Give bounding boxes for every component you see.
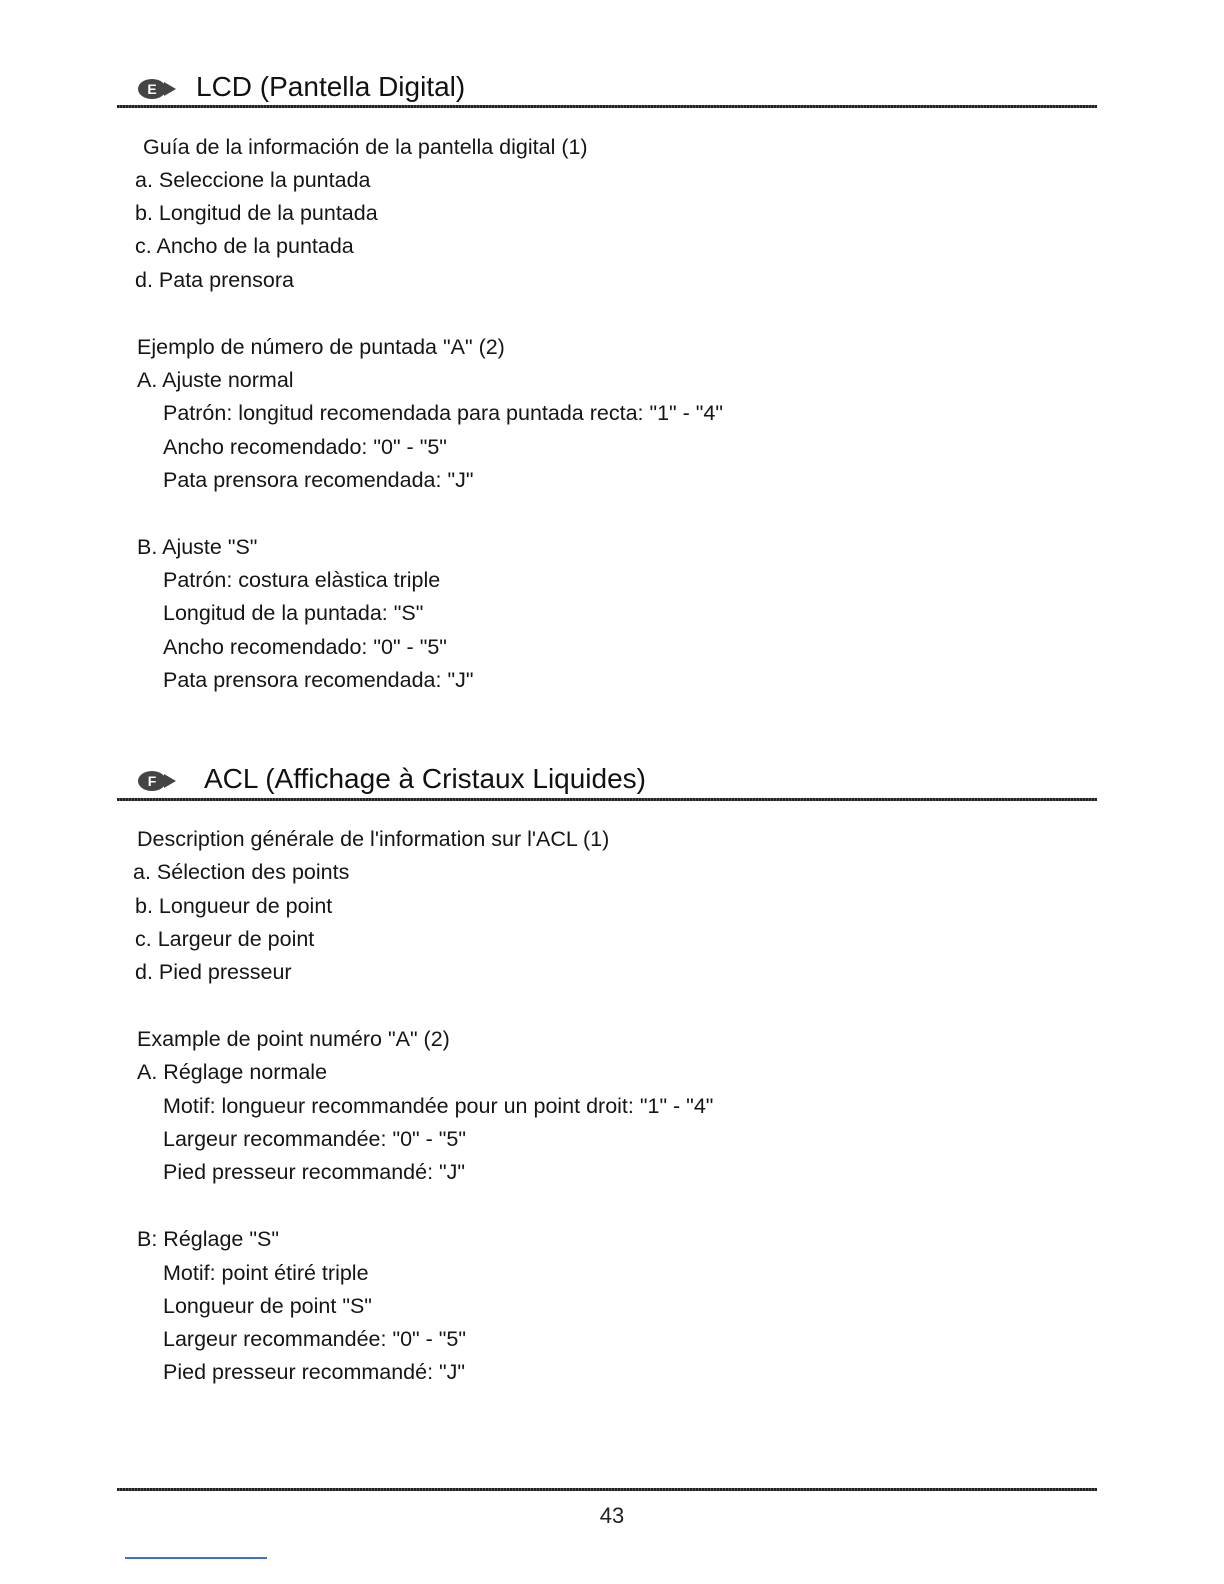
spanish-section-title: LCD (Pantella Digital): [196, 71, 466, 102]
spanish-setting-b-line: Pata prensora recomendada: "J": [163, 668, 474, 692]
footer-rule: [117, 1488, 1097, 1491]
svg-text:E: E: [147, 81, 157, 97]
french-item-d: d. Pied presseur: [135, 960, 292, 984]
spanish-setting-a-line: Patrón: longitud recomendada para puntada recta: "1" - "4": [163, 401, 724, 425]
french-setting-b-line: Pied presseur recommandé: "J": [163, 1360, 466, 1384]
french-setting-a-label: A. Réglage normale: [137, 1060, 328, 1084]
spanish-section-header: [117, 70, 1097, 110]
spanish-setting-b-line: Ancho recomendado: "0" - "5": [163, 635, 447, 659]
spanish-example-heading: Ejemplo de número de puntada "A" (2): [137, 335, 505, 359]
page-number: 43: [599, 1503, 625, 1528]
spanish-item-c: c. Ancho de la puntada: [135, 234, 354, 258]
french-setting-b-line: Largeur recommandée: "0" - "5": [163, 1327, 467, 1351]
french-item-a: a. Sélection des points: [133, 860, 350, 884]
spanish-setting-b-line: Longitud de la puntada: "S": [163, 601, 424, 625]
decorative-blue-line: [125, 1557, 267, 1559]
language-badge-f-icon: [137, 770, 177, 792]
spanish-setting-b-line: Patrón: costura elàstica triple: [163, 568, 441, 592]
french-setting-b-line: Longueur de point "S": [163, 1294, 372, 1318]
spanish-item-b: b. Longitud de la puntada: [135, 201, 378, 225]
language-badge-e-icon: [137, 78, 177, 100]
spanish-intro: Guía de la información de la pantella digital (1): [143, 135, 588, 159]
french-example-heading: Example de point numéro "A" (2): [137, 1027, 450, 1051]
spanish-setting-b-label: B. Ajuste "S": [137, 535, 258, 559]
svg-text:F: F: [147, 773, 157, 789]
french-section-header: [117, 762, 1097, 802]
french-setting-b-label: B: Réglage "S": [137, 1227, 279, 1251]
spanish-item-d: d. Pata prensora: [135, 268, 294, 292]
french-intro: Description générale de l'information sur l'ACL (1): [137, 827, 610, 851]
french-title-rule: [117, 798, 1097, 801]
french-setting-b-line: Motif: point étiré triple: [163, 1261, 369, 1285]
french-item-c: c. Largeur de point: [135, 927, 315, 951]
spanish-item-a: a. Seleccione la puntada: [135, 168, 371, 192]
spanish-setting-a-label: A. Ajuste normal: [137, 368, 294, 392]
french-setting-a-line: Pied presseur recommandé: "J": [163, 1160, 466, 1184]
french-setting-a-line: Largeur recommandée: "0" - "5": [163, 1127, 467, 1151]
french-setting-a-line: Motif: longueur recommandée pour un point droit: "1" - "4": [163, 1094, 714, 1118]
french-section-title: ACL (Affichage à Cristaux Liquides): [204, 763, 646, 794]
spanish-setting-a-line: Pata prensora recomendada: "J": [163, 468, 474, 492]
french-item-b: b. Longueur de point: [135, 894, 333, 918]
spanish-title-rule: [117, 105, 1097, 108]
spanish-setting-a-line: Ancho recomendado: "0" - "5": [163, 435, 447, 459]
